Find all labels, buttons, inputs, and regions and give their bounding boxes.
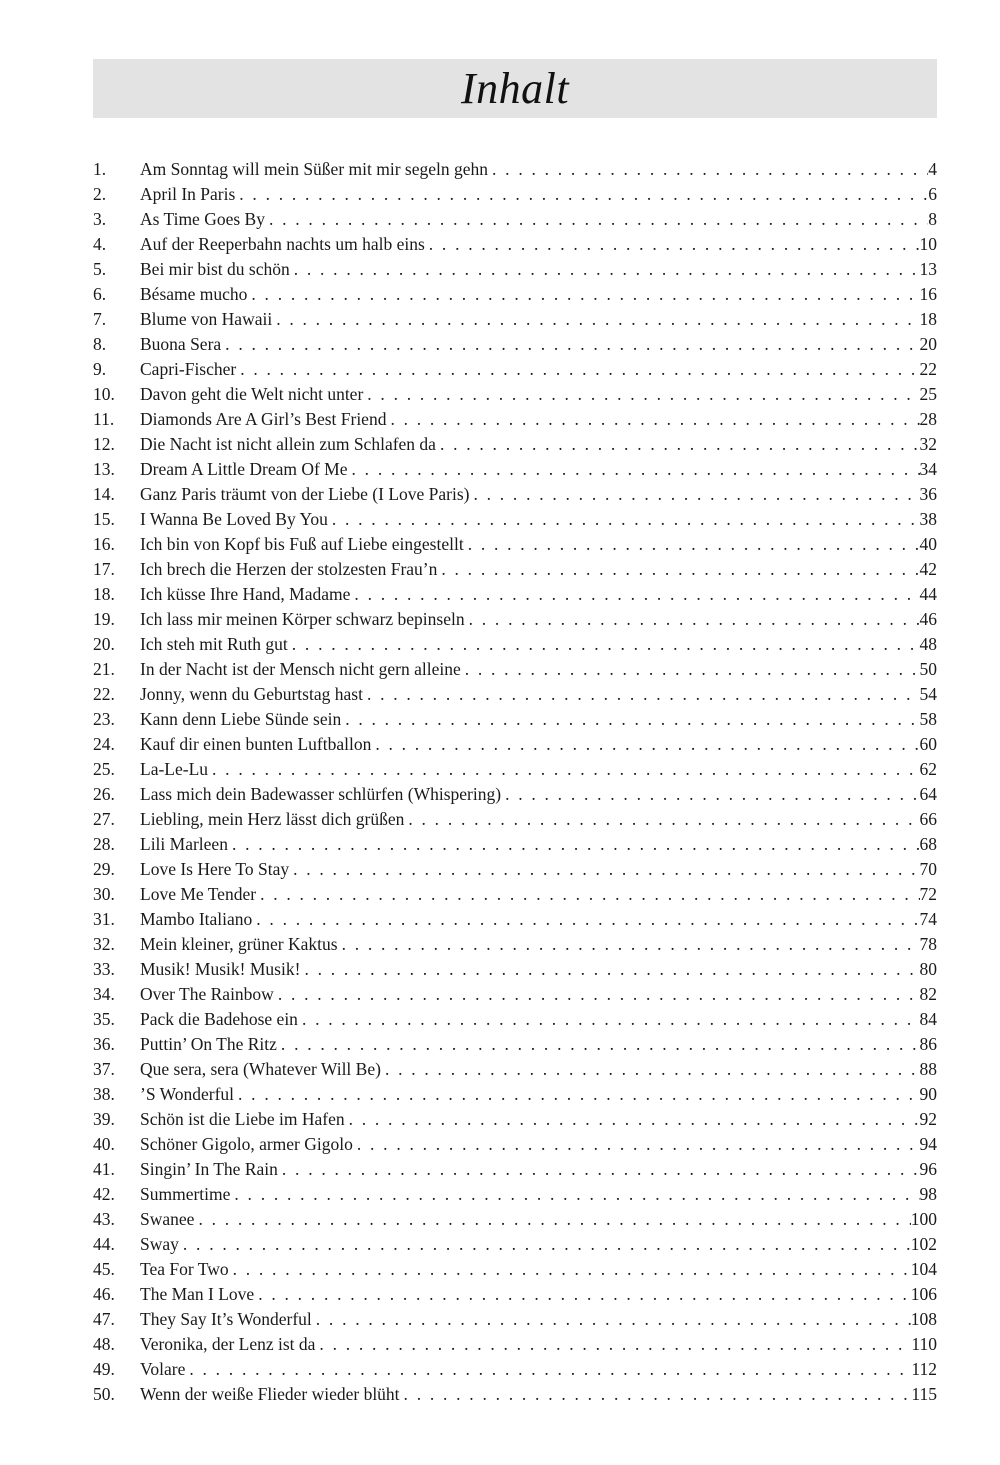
toc-entry-title: Swanee — [140, 1209, 195, 1229]
toc-entry-number: 30. — [93, 884, 115, 904]
toc-entry-title: Ganz Paris träumt von der Liebe (I Love Paris) — [140, 484, 470, 504]
toc-dot-leader — [247, 282, 919, 307]
toc-entry[interactable] — [93, 1057, 937, 1082]
toc-dot-leader — [469, 482, 919, 507]
toc-entry[interactable] — [93, 407, 937, 432]
toc-dot-leader — [461, 657, 920, 682]
toc-entry-number: 46. — [93, 1284, 115, 1304]
toc-entry-page: 20 — [919, 334, 937, 354]
toc-entry[interactable] — [93, 782, 937, 807]
toc-entry-title: Summertime — [140, 1184, 231, 1204]
toc-entry[interactable] — [93, 182, 937, 207]
toc-entry[interactable] — [93, 357, 937, 382]
toc-entry-number: 47. — [93, 1309, 115, 1329]
toc-entry-title: Volare — [140, 1359, 186, 1379]
toc-entry[interactable] — [93, 757, 937, 782]
toc-dot-leader — [353, 1132, 920, 1157]
toc-dot-leader — [436, 432, 920, 457]
toc-entry-number: 44. — [93, 1234, 115, 1254]
toc-dot-leader — [425, 232, 920, 257]
toc-dot-leader — [229, 1257, 911, 1282]
toc-dot-leader — [298, 1007, 920, 1032]
toc-entry[interactable] — [93, 557, 937, 582]
toc-entry-title: As Time Goes By — [140, 209, 265, 229]
toc-entry-page: 78 — [919, 934, 937, 954]
toc-entry-page: 62 — [919, 759, 937, 779]
toc-entry-number: 39. — [93, 1109, 115, 1129]
toc-entry-number: 1. — [93, 159, 107, 179]
toc-dot-leader — [404, 807, 919, 832]
toc-entry-page: 68 — [919, 834, 937, 854]
toc-dot-leader — [341, 707, 919, 732]
toc-entry-title: Ich steh mit Ruth gut — [140, 634, 288, 654]
toc-dot-leader — [290, 257, 920, 282]
toc-dot-leader — [277, 1032, 920, 1057]
toc-entry-title: Puttin’ On The Ritz — [140, 1034, 277, 1054]
toc-entry-page: 80 — [919, 959, 937, 979]
toc-entry-title: Love Is Here To Stay — [140, 859, 290, 879]
toc-entry-number: 21. — [93, 659, 115, 679]
toc-entry-title: Ich bin von Kopf bis Fuß auf Liebe eingestellt — [140, 534, 464, 554]
toc-entry-page: 36 — [919, 484, 937, 504]
toc-entry-number: 36. — [93, 1034, 115, 1054]
toc-dot-leader — [221, 332, 919, 357]
toc-entry-title: Tea For Two — [140, 1259, 229, 1279]
toc-entry-number: 24. — [93, 734, 115, 754]
toc-entry-title: Love Me Tender — [140, 884, 257, 904]
toc-entry[interactable] — [93, 882, 937, 907]
toc-entry-title: Pack die Badehose ein — [140, 1009, 298, 1029]
toc-entry-title: Ich lass mir meinen Körper schwarz bepinseln — [140, 609, 465, 629]
toc-entry-title: Liebling, mein Herz lässt dich grüßen — [140, 809, 405, 829]
toc-entry-number: 33. — [93, 959, 115, 979]
toc-entry[interactable] — [93, 682, 937, 707]
toc-entry-number: 7. — [93, 309, 107, 329]
toc-entry-page: 22 — [919, 359, 937, 379]
toc-entry-number: 40. — [93, 1134, 115, 1154]
toc-entry-page: 104 — [910, 1259, 937, 1279]
toc-entry-number: 4. — [93, 234, 107, 254]
toc-dot-leader — [328, 507, 920, 532]
toc-entry-title: Jonny, wenn du Geburtstag hast — [140, 684, 363, 704]
toc-entry-number: 15. — [93, 509, 115, 529]
toc-entry-number: 32. — [93, 934, 115, 954]
toc-entry[interactable] — [93, 257, 937, 282]
toc-entry-page: 40 — [919, 534, 937, 554]
toc-entry[interactable] — [93, 1332, 937, 1357]
toc-entry-page: 42 — [919, 559, 937, 579]
toc-entry-page: 6 — [928, 184, 937, 204]
toc-entry-number: 28. — [93, 834, 115, 854]
toc-entry-page: 60 — [919, 734, 937, 754]
toc-entry[interactable] — [93, 332, 937, 357]
toc-entry-page: 48 — [919, 634, 937, 654]
toc-entry-title: Ich brech die Herzen der stolzesten Frau’n — [140, 559, 438, 579]
toc-entry-title: I Wanna Be Loved By You — [140, 509, 328, 529]
toc-entry-page: 16 — [919, 284, 937, 304]
toc-entry-number: 3. — [93, 209, 107, 229]
toc-entry[interactable] — [93, 382, 937, 407]
toc-entry-number: 19. — [93, 609, 115, 629]
toc-entry-number: 22. — [93, 684, 115, 704]
toc-entry-number: 2. — [93, 184, 107, 204]
toc-dot-leader — [381, 1057, 920, 1082]
toc-entry-page: 8 — [928, 209, 937, 229]
toc-entry-title: Schön ist die Liebe im Hafen — [140, 1109, 345, 1129]
title-bar — [93, 59, 937, 118]
toc-entry[interactable] — [93, 157, 937, 182]
toc-entry-page: 64 — [919, 784, 937, 804]
toc-dot-leader — [194, 1207, 910, 1232]
toc-dot-leader — [348, 457, 920, 482]
toc-entry-page: 44 — [919, 584, 937, 604]
toc-entry-title: Schöner Gigolo, armer Gigolo — [140, 1134, 353, 1154]
toc-entry-number: 23. — [93, 709, 115, 729]
toc-entry-title: Sway — [140, 1234, 179, 1254]
toc-entry-title: April In Paris — [140, 184, 236, 204]
toc-entry[interactable] — [93, 1132, 937, 1157]
toc-entry-number: 16. — [93, 534, 115, 554]
toc-entry-number: 26. — [93, 784, 115, 804]
toc-entry-page: 46 — [919, 609, 937, 629]
toc-entry[interactable] — [93, 732, 937, 757]
toc-entry-title: In der Nacht ist der Mensch nicht gern alleine — [140, 659, 461, 679]
toc-dot-leader — [312, 1307, 911, 1332]
toc-entry-page: 58 — [919, 709, 937, 729]
toc-dot-leader — [350, 582, 919, 607]
toc-entry[interactable] — [93, 857, 937, 882]
toc-entry-title: Blume von Hawaii — [140, 309, 273, 329]
toc-entry[interactable] — [93, 632, 937, 657]
toc-entry-title: Musik! Musik! Musik! — [140, 959, 301, 979]
toc-entry-page: 82 — [919, 984, 937, 1004]
toc-entry[interactable] — [93, 1357, 937, 1382]
toc-entry-title: Que sera, sera (Whatever Will Be) — [140, 1059, 381, 1079]
toc-entry-title: Wenn der weiße Flieder wieder blüht — [140, 1384, 400, 1404]
toc-dot-leader — [288, 632, 920, 657]
toc-entry-number: 31. — [93, 909, 115, 929]
toc-dot-leader — [363, 682, 920, 707]
toc-entry[interactable] — [93, 1007, 937, 1032]
toc-entry-number: 18. — [93, 584, 115, 604]
toc-entry-title: Kann denn Liebe Sünde sein — [140, 709, 342, 729]
toc-entry-number: 29. — [93, 859, 115, 879]
toc-entry-number: 43. — [93, 1209, 115, 1229]
toc-entry-page: 28 — [919, 409, 937, 429]
toc-entry-page: 10 — [919, 234, 937, 254]
toc-dot-leader — [289, 857, 919, 882]
toc-dot-leader — [338, 932, 920, 957]
page-title: Inhalt — [460, 64, 570, 113]
toc-entry-number: 27. — [93, 809, 115, 829]
toc-dot-leader — [272, 307, 919, 332]
toc-entry-page: 92 — [919, 1109, 937, 1129]
toc-dot-leader — [228, 832, 920, 857]
toc-dot-leader — [465, 607, 920, 632]
toc-entry-number: 48. — [93, 1334, 115, 1354]
toc-entry-number: 6. — [93, 284, 107, 304]
toc-entry-title: Bésame mucho — [140, 284, 248, 304]
toc-entry-page: 13 — [919, 259, 937, 279]
toc-dot-leader — [437, 557, 919, 582]
toc-dot-leader — [278, 1157, 920, 1182]
toc-entry-page: 100 — [910, 1209, 937, 1229]
table-of-contents — [93, 157, 937, 1407]
toc-entry-page: 84 — [919, 1009, 937, 1029]
toc-entry-title: La-Le-Lu — [140, 759, 209, 779]
toc-entry-page: 38 — [919, 509, 937, 529]
toc-entry[interactable] — [93, 1082, 937, 1107]
toc-entry-number: 17. — [93, 559, 115, 579]
toc-entry-number: 13. — [93, 459, 115, 479]
toc-dot-leader — [252, 907, 919, 932]
toc-entry-number: 41. — [93, 1159, 115, 1179]
toc-entry-title: Veronika, der Lenz ist da — [140, 1334, 316, 1354]
toc-entry-title: Singin’ In The Rain — [140, 1159, 278, 1179]
toc-entry[interactable] — [93, 507, 937, 532]
toc-entry-page: 106 — [910, 1284, 937, 1304]
toc-dot-leader — [345, 1107, 920, 1132]
toc-dot-leader — [501, 782, 919, 807]
toc-entry-number: 50. — [93, 1384, 115, 1404]
toc-entry-title: Mambo Italiano — [140, 909, 253, 929]
toc-dot-leader — [254, 1282, 911, 1307]
toc-entry[interactable] — [93, 232, 937, 257]
toc-entry-number: 42. — [93, 1184, 115, 1204]
toc-dot-leader — [234, 1082, 919, 1107]
toc-entry-number: 37. — [93, 1059, 115, 1079]
toc-entry-page: 74 — [919, 909, 937, 929]
toc-dot-leader — [400, 1382, 912, 1407]
toc-entry[interactable] — [93, 1282, 937, 1307]
toc-dot-leader — [315, 1332, 911, 1357]
toc-entry[interactable] — [93, 1307, 937, 1332]
toc-entry-number: 8. — [93, 334, 107, 354]
toc-entry-page: 34 — [919, 459, 937, 479]
toc-entry[interactable] — [93, 657, 937, 682]
toc-entry-page: 50 — [919, 659, 937, 679]
toc-dot-leader — [236, 357, 919, 382]
toc-entry-number: 10. — [93, 384, 115, 404]
toc-entry[interactable] — [93, 482, 937, 507]
toc-dot-leader — [488, 157, 928, 182]
toc-entry[interactable] — [93, 1257, 937, 1282]
toc-entry-page: 72 — [919, 884, 937, 904]
toc-entry-page: 108 — [910, 1309, 937, 1329]
toc-entry-number: 9. — [93, 359, 107, 379]
toc-entry-number: 38. — [93, 1084, 115, 1104]
toc-entry-page: 66 — [919, 809, 937, 829]
toc-dot-leader — [235, 182, 928, 207]
toc-entry-page: 25 — [919, 384, 937, 404]
toc-entry-page: 70 — [919, 859, 937, 879]
toc-entry-page: 18 — [919, 309, 937, 329]
toc-entry[interactable] — [93, 532, 937, 557]
toc-dot-leader — [363, 382, 919, 407]
toc-dot-leader — [230, 1182, 919, 1207]
toc-entry[interactable] — [93, 607, 937, 632]
toc-entry-page: 88 — [919, 1059, 937, 1079]
toc-entry[interactable] — [93, 832, 937, 857]
toc-entry-number: 25. — [93, 759, 115, 779]
toc-entry-title: They Say It’s Wonderful — [140, 1309, 312, 1329]
toc-entry-title: Auf der Reeperbahn nachts um halb eins — [140, 234, 425, 254]
toc-dot-leader — [371, 732, 919, 757]
toc-entry[interactable] — [93, 907, 937, 932]
toc-entry-title: Bei mir bist du schön — [140, 259, 290, 279]
toc-entry-page: 96 — [919, 1159, 937, 1179]
toc-entry-title: Am Sonntag will mein Süßer mit mir segeln gehn — [140, 159, 489, 179]
toc-entry-title: Die Nacht ist nicht allein zum Schlafen da — [140, 434, 436, 454]
toc-entry-page: 4 — [928, 159, 937, 179]
toc-entry[interactable] — [93, 582, 937, 607]
toc-dot-leader — [185, 1357, 911, 1382]
toc-entry-page: 112 — [911, 1359, 937, 1379]
toc-entry-number: 12. — [93, 434, 115, 454]
toc-entry-title: Lass mich dein Badewasser schlürfen (Whispering) — [140, 784, 502, 804]
toc-dot-leader — [179, 1232, 911, 1257]
toc-entry-title: Ich küsse Ihre Hand, Madame — [140, 584, 351, 604]
toc-dot-leader — [300, 957, 919, 982]
toc-entry-page: 94 — [919, 1134, 937, 1154]
toc-entry-title: Over The Rainbow — [140, 984, 274, 1004]
toc-dot-leader — [208, 757, 919, 782]
toc-entry-number: 34. — [93, 984, 115, 1004]
toc-entry-page: 54 — [919, 684, 937, 704]
toc-entry-page: 86 — [919, 1034, 937, 1054]
toc-dot-leader — [265, 207, 928, 232]
toc-entry-page: 115 — [911, 1384, 937, 1404]
toc-dot-leader — [386, 407, 919, 432]
toc-entry-title: Lili Marleen — [140, 834, 228, 854]
toc-dot-leader — [464, 532, 920, 557]
toc-entry[interactable] — [93, 707, 937, 732]
toc-entry[interactable] — [93, 1232, 937, 1257]
toc-entry-page: 102 — [910, 1234, 937, 1254]
toc-entry-title: Diamonds Are A Girl’s Best Friend — [140, 409, 387, 429]
toc-entry-page: 110 — [911, 1334, 937, 1354]
toc-entry[interactable] — [93, 457, 937, 482]
toc-entry[interactable] — [93, 1107, 937, 1132]
toc-dot-leader — [256, 882, 919, 907]
toc-entry-title: Buona Sera — [140, 334, 222, 354]
toc-entry-title: Davon geht die Welt nicht unter — [140, 384, 364, 404]
toc-entry-title: ’S Wonderful — [140, 1084, 235, 1104]
toc-entry[interactable] — [93, 1207, 937, 1232]
toc-entry-number: 11. — [93, 409, 115, 429]
toc-entry-page: 32 — [919, 434, 937, 454]
toc-entry-number: 20. — [93, 634, 115, 654]
toc-entry[interactable] — [93, 932, 937, 957]
toc-entry-number: 14. — [93, 484, 115, 504]
toc-entry-number: 45. — [93, 1259, 115, 1279]
toc-entry[interactable] — [93, 282, 937, 307]
toc-entry-page: 98 — [919, 1184, 937, 1204]
toc-entry-number: 49. — [93, 1359, 115, 1379]
toc-entry-number: 5. — [93, 259, 107, 279]
toc-entry[interactable] — [93, 1157, 937, 1182]
toc-entry-title: The Man I Love — [140, 1284, 255, 1304]
toc-entry[interactable] — [93, 1182, 937, 1207]
toc-entry[interactable] — [93, 807, 937, 832]
toc-dot-leader — [274, 982, 920, 1007]
toc-entry[interactable] — [93, 957, 937, 982]
toc-entry-title: Dream A Little Dream Of Me — [140, 459, 348, 479]
toc-entry[interactable] — [93, 207, 937, 232]
toc-entry[interactable] — [93, 307, 937, 332]
toc-entry[interactable] — [93, 432, 937, 457]
toc-entry[interactable] — [93, 982, 937, 1007]
toc-entry-title: Mein kleiner, grüner Kaktus — [140, 934, 338, 954]
toc-entry-title: Kauf dir einen bunten Luftballon — [140, 734, 372, 754]
toc-entry[interactable] — [93, 1032, 937, 1057]
toc-entry-page: 90 — [919, 1084, 937, 1104]
toc-entry[interactable] — [93, 1382, 937, 1407]
toc-entry-number: 35. — [93, 1009, 115, 1029]
toc-entry-title: Capri-Fischer — [140, 359, 237, 379]
